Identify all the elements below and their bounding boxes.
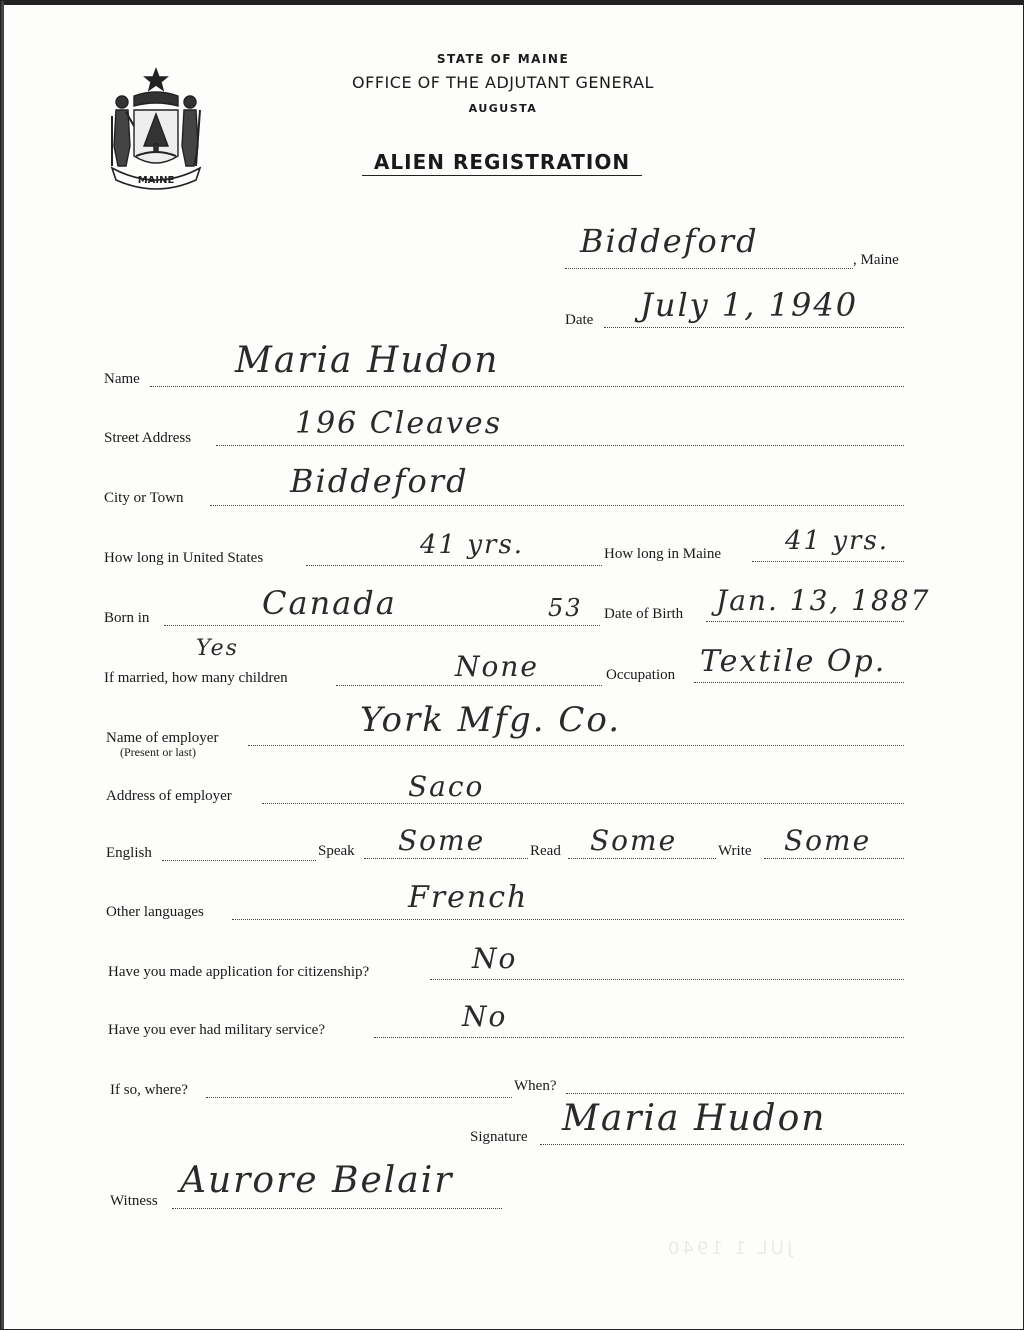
married-label: If married, how many children bbox=[104, 670, 288, 686]
date-entry[interactable]: July 1, 1940 bbox=[640, 286, 859, 324]
occupation-line bbox=[694, 682, 904, 683]
citizenship-line bbox=[430, 979, 904, 980]
dob-entry[interactable]: Jan. 13, 1887 bbox=[716, 584, 931, 617]
speak-entry[interactable]: Some bbox=[398, 824, 486, 857]
city-label: City or Town bbox=[104, 490, 184, 506]
occupation-entry[interactable]: Textile Op. bbox=[700, 644, 887, 679]
dob-label: Date of Birth bbox=[604, 606, 684, 622]
write-entry[interactable]: Some bbox=[784, 824, 872, 857]
date-label: Date bbox=[565, 312, 594, 328]
children-line bbox=[336, 685, 602, 686]
place-entry[interactable]: Biddeford bbox=[580, 222, 759, 260]
age-entry[interactable]: 53 bbox=[548, 594, 583, 622]
read-label: Read bbox=[530, 843, 561, 859]
city-line bbox=[210, 505, 904, 506]
occupation-label: Occupation bbox=[606, 667, 676, 683]
military-line bbox=[374, 1037, 904, 1038]
write-label: Write bbox=[718, 843, 752, 859]
children-entry[interactable]: None bbox=[455, 650, 539, 683]
employer-address-line bbox=[262, 803, 904, 804]
street-entry[interactable]: 196 Cleaves bbox=[295, 406, 503, 441]
maine-duration-line bbox=[752, 561, 904, 562]
english-label: English bbox=[106, 845, 152, 861]
citizenship-label: Have you made application for citizenship? bbox=[108, 964, 370, 980]
name-entry[interactable]: Maria Hudon bbox=[235, 340, 500, 381]
form-title: ALIEN REGISTRATION bbox=[362, 150, 642, 176]
name-line bbox=[150, 386, 904, 387]
other-languages-line bbox=[232, 919, 904, 920]
us-duration-label: How long in United States bbox=[104, 550, 264, 566]
military-entry[interactable]: No bbox=[462, 1000, 508, 1033]
date-line bbox=[604, 327, 904, 328]
street-line bbox=[216, 445, 904, 446]
us-duration-entry[interactable]: 41 yrs. bbox=[420, 530, 525, 560]
other-languages-label: Other languages bbox=[106, 904, 204, 920]
employer-label: Name of employer bbox=[106, 730, 219, 746]
born-in-label: Born in bbox=[104, 610, 150, 626]
signature-label: Signature bbox=[470, 1129, 528, 1145]
english-line bbox=[162, 860, 316, 861]
employer-address-label: Address of employer bbox=[106, 788, 232, 804]
header-city: AUGUSTA bbox=[468, 102, 538, 115]
header-office: OFFICE OF THE ADJUTANT GENERAL bbox=[352, 73, 654, 92]
born-in-line bbox=[164, 625, 600, 626]
employer-entry[interactable]: York Mfg. Co. bbox=[360, 700, 622, 740]
signature-line bbox=[540, 1144, 904, 1145]
read-line bbox=[568, 858, 716, 859]
speak-line bbox=[364, 858, 528, 859]
witness-entry[interactable]: Aurore Belair bbox=[180, 1160, 454, 1201]
received-stamp: JUL 1 1940 bbox=[665, 1238, 793, 1259]
maine-state-seal bbox=[104, 66, 208, 190]
military-label: Have you ever had military service? bbox=[108, 1022, 325, 1038]
witness-line bbox=[172, 1208, 502, 1209]
write-line bbox=[764, 858, 904, 859]
where-label: If so, where? bbox=[110, 1082, 188, 1098]
name-label: Name bbox=[104, 371, 140, 387]
read-entry[interactable]: Some bbox=[590, 824, 678, 857]
seal-banner-text: MAINE bbox=[137, 175, 175, 186]
witness-label: Witness bbox=[110, 1193, 158, 1209]
maine-duration-label: How long in Maine bbox=[604, 546, 722, 562]
employer-line bbox=[248, 745, 904, 746]
other-languages-entry[interactable]: French bbox=[408, 880, 529, 915]
signature-entry[interactable]: Maria Hudon bbox=[562, 1098, 827, 1139]
city-entry[interactable]: Biddeford bbox=[290, 462, 469, 500]
street-label: Street Address bbox=[104, 430, 192, 446]
when-line bbox=[566, 1093, 904, 1094]
place-line bbox=[565, 268, 853, 269]
citizenship-entry[interactable]: No bbox=[472, 942, 518, 975]
header-state: STATE OF MAINE bbox=[436, 52, 570, 66]
place-suffix: , Maine bbox=[853, 252, 899, 268]
employer-sublabel: (Present or last) bbox=[120, 745, 196, 759]
married-entry[interactable]: Yes bbox=[196, 636, 239, 661]
speak-label: Speak bbox=[318, 843, 355, 859]
dob-line bbox=[706, 621, 904, 622]
employer-address-entry[interactable]: Saco bbox=[408, 770, 485, 803]
maine-duration-entry[interactable]: 41 yrs. bbox=[785, 526, 890, 556]
where-line bbox=[206, 1097, 512, 1098]
born-in-entry[interactable]: Canada bbox=[262, 584, 397, 622]
us-duration-line bbox=[306, 565, 602, 566]
when-label: When? bbox=[514, 1078, 557, 1094]
